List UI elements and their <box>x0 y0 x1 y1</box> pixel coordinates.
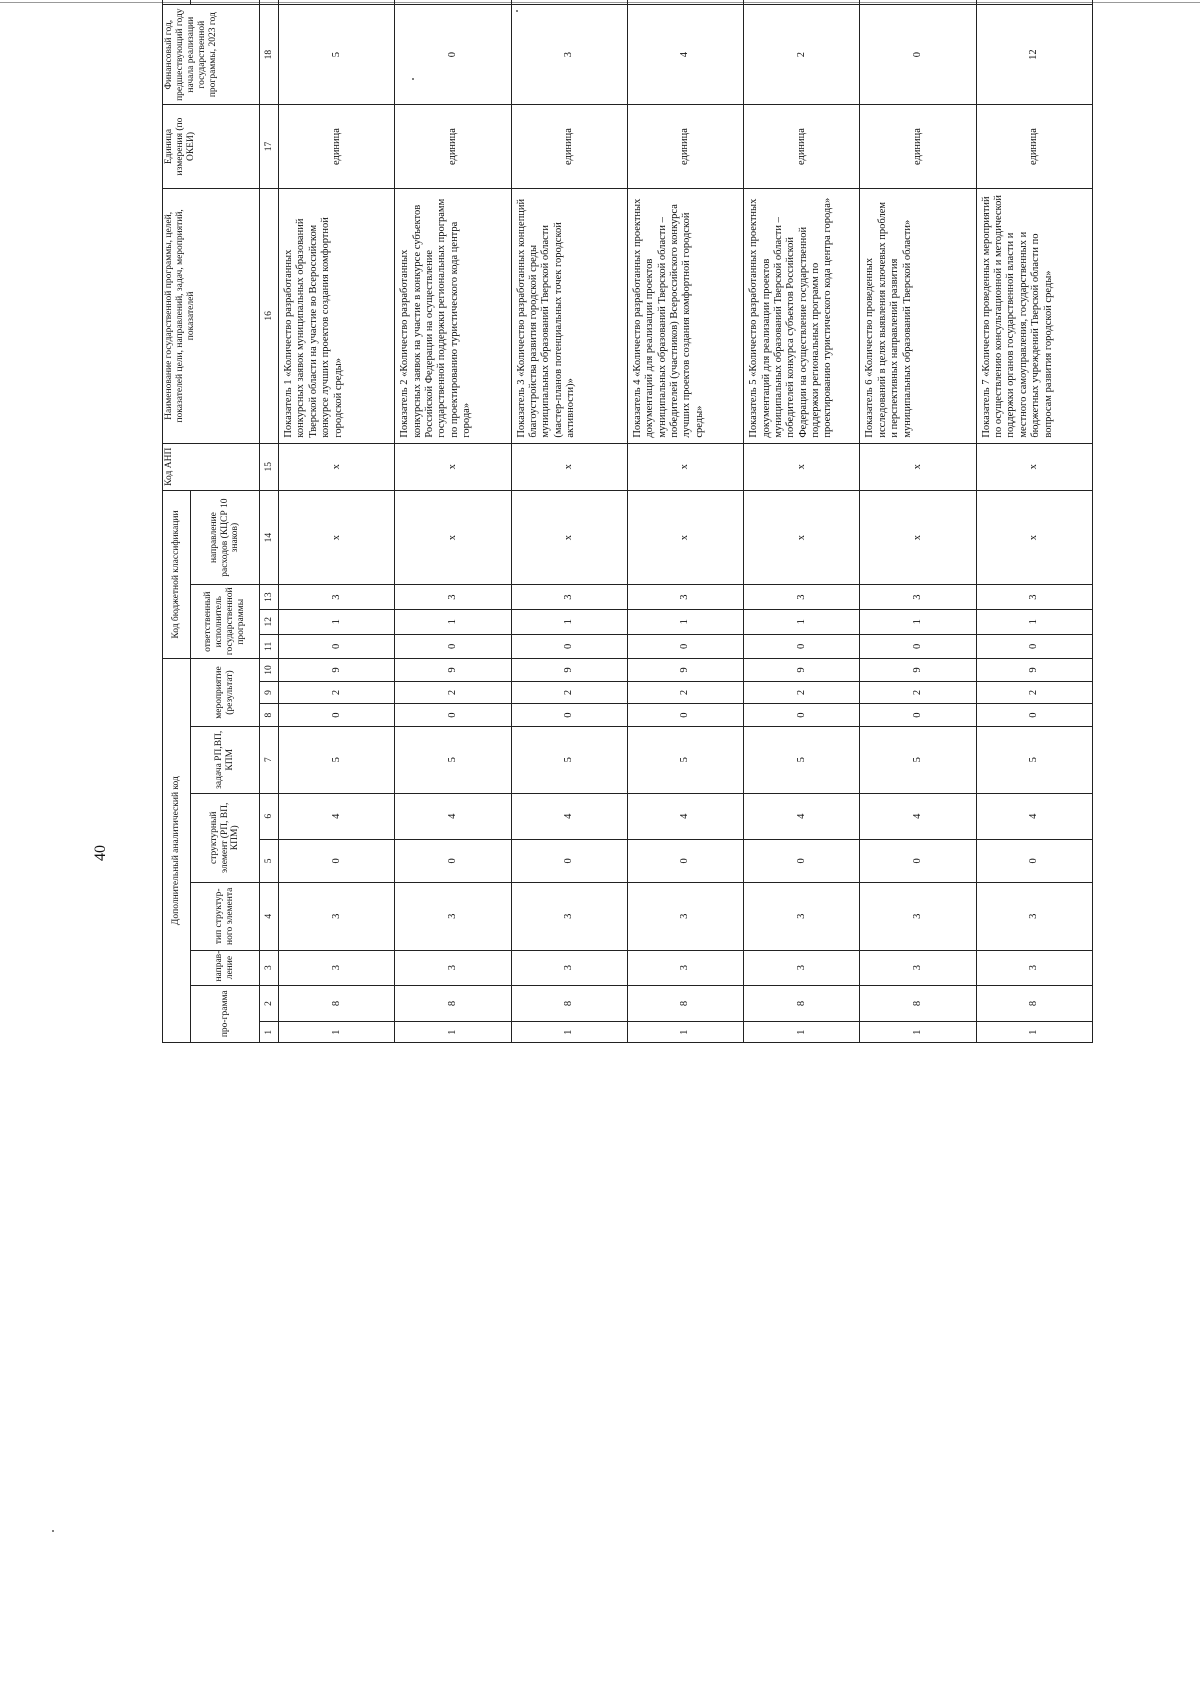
cell-otv-isp-2: 1 <box>511 609 627 634</box>
header-name: Наименование государственной программы, целей, показателей цели, направлений, задач, мероприятий, показателей <box>163 189 260 444</box>
cell-meropriyatie-2: 2 <box>511 681 627 704</box>
cell-napr-rashodov: х <box>627 490 743 584</box>
col-number: 5 <box>260 839 279 882</box>
cell-programma-2: 8 <box>395 985 511 1022</box>
cell-programma-2: 8 <box>976 985 1092 1022</box>
cell-otv-isp-1: 0 <box>627 634 743 659</box>
cell-zadacha: 5 <box>860 726 976 793</box>
cell-tip: 3 <box>976 882 1092 950</box>
cell-unit: единица <box>627 104 743 188</box>
cell-struct-1: 0 <box>395 839 511 882</box>
header-napr-rashodov: направление расходов (КЦСР 10 знаков) <box>191 490 260 584</box>
cell-otv-isp-3: 3 <box>395 585 511 610</box>
cell-meropriyatie-3: 9 <box>279 659 395 682</box>
header-base-year: Финансовый год, предшествующий году начала реализации государственной программы, 2023 год <box>163 5 260 105</box>
cell-2024 <box>395 0 511 5</box>
cell-meropriyatie-2: 2 <box>627 681 743 704</box>
cell-napravlenie: 3 <box>395 950 511 985</box>
table-body <box>279 0 1093 1043</box>
cell-meropriyatie-3: 9 <box>627 659 743 682</box>
cell-2024 <box>860 0 976 5</box>
cell-meropriyatie-2: 2 <box>395 681 511 704</box>
cell-otv-isp-2: 1 <box>627 609 743 634</box>
column-numbers-row <box>260 0 279 1043</box>
header-unit: Единица измерения (по ОКЕИ) <box>163 104 260 188</box>
cell-struct-2: 4 <box>511 793 627 839</box>
cell-unit: единица <box>395 104 511 188</box>
cell-otv-isp-2: 1 <box>744 609 860 634</box>
cell-base-2023: 5 <box>279 5 395 105</box>
cell-tip: 3 <box>744 882 860 950</box>
table-row <box>511 0 627 1043</box>
cell-indicator-name: Показатель 3 «Количество разработанных концепций благоустройства развития городской среды муниципальных образований Тверской области (мастер-планов потенциальных точек городской активности)» <box>511 189 627 444</box>
cell-unit: единица <box>279 104 395 188</box>
table-row <box>976 0 1092 1043</box>
cell-programma-1: 1 <box>511 1022 627 1043</box>
cell-unit: единица <box>744 104 860 188</box>
table-row <box>744 0 860 1043</box>
cell-napr-rashodov: х <box>976 490 1092 584</box>
cell-napr-rashodov: х <box>744 490 860 584</box>
col-number: 15 <box>260 443 279 490</box>
cell-zadacha: 5 <box>744 726 860 793</box>
col-number: 16 <box>260 189 279 444</box>
cell-code-anp: х <box>976 443 1092 490</box>
cell-programma-1: 1 <box>279 1022 395 1043</box>
header-code-anp: Код АНП <box>163 443 260 490</box>
cell-code-anp: х <box>627 443 743 490</box>
cell-otv-isp-2: 1 <box>395 609 511 634</box>
cell-otv-isp-1: 0 <box>395 634 511 659</box>
header-budget-code: Код бюджетной классификации <box>163 490 191 658</box>
cell-napravlenie: 3 <box>279 950 395 985</box>
cell-2024 <box>976 0 1092 5</box>
cell-indicator-name: Показатель 4 «Количество разработанных проектных документаций для реализации проектов муниципальных образований Тверской области – победителей (участников) Всероссийского конкурса лучших проектов создания комфортной городской среды» <box>627 189 743 444</box>
cell-programma-2: 8 <box>860 985 976 1022</box>
cell-base-2023: 0 <box>860 5 976 105</box>
cell-programma-2: 8 <box>511 985 627 1022</box>
cell-otv-isp-2: 1 <box>279 609 395 634</box>
col-number: 6 <box>260 793 279 839</box>
cell-zadacha: 5 <box>511 726 627 793</box>
cell-indicator-name: Показатель 1 «Количество разработанных конкурсных заявок муниципальных образований Тверской области на участие во Всероссийском конкурсе лучших проектов создания комфортной городской среды» <box>279 189 395 444</box>
cell-unit: единица <box>976 104 1092 188</box>
cell-tip: 3 <box>627 882 743 950</box>
cell-indicator-name: Показатель 5 «Количество разработанных проектных документаций для реализации проектов муниципальных образований Тверской области – победителей конкурса субъектов Российской Федерации на осуществление государственной поддержки региональных программ по проектированию туристического кода центра города» <box>744 189 860 444</box>
cell-napr-rashodov: х <box>860 490 976 584</box>
cell-zadacha: 5 <box>627 726 743 793</box>
cell-napravlenie: 3 <box>976 950 1092 985</box>
cell-programma-1: 1 <box>976 1022 1092 1043</box>
cell-struct-1: 0 <box>860 839 976 882</box>
cell-base-2023: 3 <box>511 5 627 105</box>
cell-zadacha: 5 <box>279 726 395 793</box>
cell-indicator-name: Показатель 7 «Количество проведенных мероприятий по осуществлению консультационной и методической поддержки органов государственной власти и местного самоуправления, государственных и бюджетных учреждений Тверской области по вопросам развития городской среды» <box>976 189 1092 444</box>
cell-struct-1: 0 <box>279 839 395 882</box>
col-number: 1 <box>260 1022 279 1043</box>
cell-tip: 3 <box>395 882 511 950</box>
cell-programma-1: 1 <box>860 1022 976 1043</box>
col-number: 11 <box>260 634 279 659</box>
cell-base-2023: 12 <box>976 5 1092 105</box>
header-zadacha: задача РП,ВП, КПМ <box>191 726 260 793</box>
cell-otv-isp-3: 3 <box>860 585 976 610</box>
cell-struct-2: 4 <box>860 793 976 839</box>
header-napravlenie: направ-ление <box>191 950 260 985</box>
table-row <box>860 0 976 1043</box>
col-number: 17 <box>260 104 279 188</box>
col-number: 12 <box>260 609 279 634</box>
cell-zadacha: 5 <box>976 726 1092 793</box>
header-tip: тип структур-ного элемента <box>191 882 260 950</box>
table-row <box>395 0 511 1043</box>
cell-otv-isp-3: 3 <box>744 585 860 610</box>
cell-napr-rashodov: х <box>395 490 511 584</box>
col-number: 8 <box>260 704 279 727</box>
cell-meropriyatie-2: 2 <box>976 681 1092 704</box>
cell-base-2023: 2 <box>744 5 860 105</box>
col-number: 3 <box>260 950 279 985</box>
cell-indicator-name: Показатель 2 «Количество разработанных конкурсных заявок на участие в конкурсе субъектов Российской Федерации на осуществление государственной поддержки региональных программ по проектированию туристического кода центра города» <box>395 189 511 444</box>
cell-meropriyatie-1: 0 <box>627 704 743 727</box>
cell-napravlenie: 3 <box>627 950 743 985</box>
cell-programma-1: 1 <box>627 1022 743 1043</box>
cell-struct-1: 0 <box>976 839 1092 882</box>
cell-napravlenie: 3 <box>744 950 860 985</box>
cell-unit: единица <box>511 104 627 188</box>
cell-meropriyatie-1: 0 <box>395 704 511 727</box>
cell-unit: единица <box>860 104 976 188</box>
header-year-2024 <box>191 0 260 5</box>
cell-napr-rashodov: х <box>279 490 395 584</box>
cell-otv-isp-3: 3 <box>976 585 1092 610</box>
cell-meropriyatie-3: 9 <box>860 659 976 682</box>
cell-meropriyatie-1: 0 <box>744 704 860 727</box>
cell-base-2023: 0 <box>395 5 511 105</box>
cell-tip: 3 <box>279 882 395 950</box>
cell-code-anp: х <box>395 443 511 490</box>
rotated-table-container <box>162 8 1093 1586</box>
cell-struct-1: 0 <box>744 839 860 882</box>
header-program-years <box>163 0 191 5</box>
header-otv-isp: ответственный исполнитель государственной программы <box>191 585 260 659</box>
cell-meropriyatie-2: 2 <box>279 681 395 704</box>
col-number: 13 <box>260 585 279 610</box>
col-number: 2 <box>260 985 279 1022</box>
cell-indicator-name: Показатель 6 «Количество проведенных исследований в целях выявления ключевых проблем и перспективных направлений развития муниципальных образований Тверской области» <box>860 189 976 444</box>
cell-programma-1: 1 <box>395 1022 511 1043</box>
col-number: 4 <box>260 882 279 950</box>
cell-otv-isp-2: 1 <box>976 609 1092 634</box>
cell-otv-isp-1: 0 <box>860 634 976 659</box>
cell-napravlenie: 3 <box>860 950 976 985</box>
cell-struct-2: 4 <box>395 793 511 839</box>
cell-meropriyatie-1: 0 <box>976 704 1092 727</box>
cell-struct-2: 4 <box>976 793 1092 839</box>
header-struct-element: структурный элемент (РП, ВП, КПМ) <box>191 793 260 882</box>
cell-meropriyatie-3: 9 <box>744 659 860 682</box>
indicators-table <box>162 0 1093 1043</box>
cell-code-anp: х <box>279 443 395 490</box>
cell-code-anp: х <box>511 443 627 490</box>
cell-struct-2: 4 <box>279 793 395 839</box>
col-number: 10 <box>260 659 279 682</box>
cell-struct-2: 4 <box>627 793 743 839</box>
col-number <box>260 0 279 5</box>
header-additional-analytic-code: Дополнительный аналитический код <box>163 659 191 1043</box>
cell-napr-rashodov: х <box>511 490 627 584</box>
header-programma: про-грамма <box>191 985 260 1042</box>
cell-meropriyatie-3: 9 <box>511 659 627 682</box>
cell-meropriyatie-3: 9 <box>976 659 1092 682</box>
cell-napravlenie: 3 <box>511 950 627 985</box>
cell-tip: 3 <box>511 882 627 950</box>
cell-meropriyatie-3: 9 <box>395 659 511 682</box>
cell-2024 <box>279 0 395 5</box>
cell-struct-2: 4 <box>744 793 860 839</box>
cell-otv-isp-1: 0 <box>511 634 627 659</box>
col-number: 7 <box>260 726 279 793</box>
cell-2024 <box>627 0 743 5</box>
cell-otv-isp-2: 1 <box>860 609 976 634</box>
col-number: 18 <box>260 5 279 105</box>
cell-otv-isp-1: 0 <box>744 634 860 659</box>
scan-speck <box>52 1530 54 1532</box>
cell-otv-isp-1: 0 <box>976 634 1092 659</box>
cell-programma-2: 8 <box>744 985 860 1022</box>
header-meropriyatie: мероприятие (результат) <box>191 659 260 727</box>
cell-otv-isp-1: 0 <box>279 634 395 659</box>
cell-meropriyatie-1: 0 <box>279 704 395 727</box>
col-number: 9 <box>260 681 279 704</box>
cell-meropriyatie-1: 0 <box>511 704 627 727</box>
col-number: 14 <box>260 490 279 584</box>
cell-struct-1: 0 <box>511 839 627 882</box>
cell-zadacha: 5 <box>395 726 511 793</box>
cell-tip: 3 <box>860 882 976 950</box>
cell-2024 <box>744 0 860 5</box>
cell-code-anp: х <box>860 443 976 490</box>
cell-otv-isp-3: 3 <box>627 585 743 610</box>
cell-programma-1: 1 <box>744 1022 860 1043</box>
cell-meropriyatie-2: 2 <box>744 681 860 704</box>
cell-meropriyatie-2: 2 <box>860 681 976 704</box>
cell-struct-1: 0 <box>627 839 743 882</box>
page-number: 40 <box>92 845 109 861</box>
cell-2024 <box>511 0 627 5</box>
cell-otv-isp-3: 3 <box>511 585 627 610</box>
cell-meropriyatie-1: 0 <box>860 704 976 727</box>
cell-programma-2: 8 <box>627 985 743 1022</box>
cell-programma-2: 8 <box>279 985 395 1022</box>
table-row <box>279 0 395 1043</box>
cell-otv-isp-3: 3 <box>279 585 395 610</box>
cell-base-2023: 4 <box>627 5 743 105</box>
cell-code-anp: х <box>744 443 860 490</box>
table-row <box>627 0 743 1043</box>
